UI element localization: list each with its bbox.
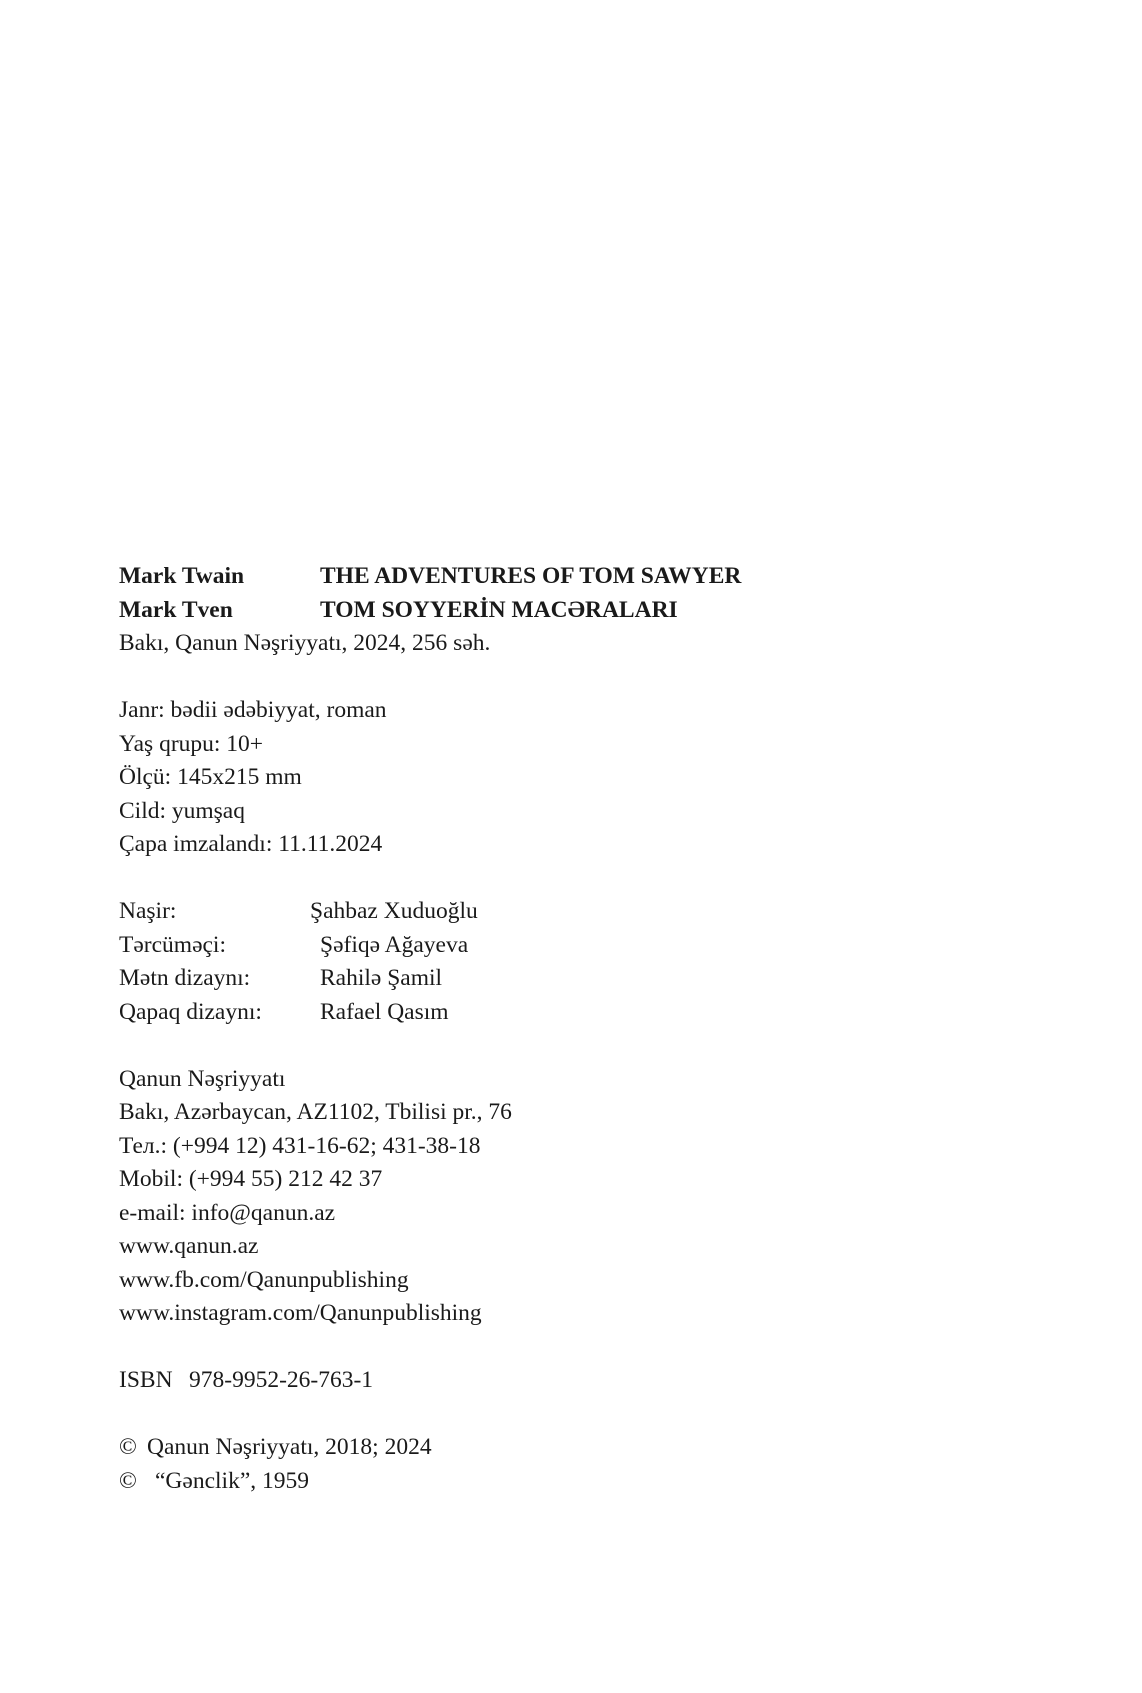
author-original: Mark Twain — [119, 563, 245, 589]
publisher-instagram: www.instagram.com/Qanunpublishing — [119, 1300, 482, 1326]
signed-for-print-line: Çapa imzalandı: 11.11.2024 — [119, 831, 383, 857]
copyright-line — [119, 1465, 939, 1499]
original-title-row — [119, 560, 939, 594]
title-translated: TOM SOYYERİN MACƏRALARI — [320, 596, 678, 623]
credit-text-design — [119, 962, 939, 996]
credit-value: Şəfiqə Ağayeva — [320, 931, 469, 958]
credit-value: Rahilə Şamil — [320, 965, 443, 991]
credit-label: Tərcüməçi: — [119, 931, 226, 958]
author-translated: Mark Tven — [119, 596, 233, 623]
title-original: THE ADVENTURES OF TOM SAWYER — [320, 563, 742, 589]
size-line: Ölçü: 145x215 mm — [119, 764, 302, 790]
credit-translator — [119, 929, 939, 963]
publisher-name: Qanun Nəşriyyatı — [119, 1065, 286, 1092]
isbn-line — [119, 1364, 939, 1398]
copyright-text: Qanun Nəşriyyatı, 2018; 2024 — [147, 1434, 432, 1460]
age-group-line: Yaş qrupu: 10+ — [119, 730, 264, 757]
publisher-address: Bakı, Azərbaycan, AZ1102, Tbilisi pr., 76 — [119, 1099, 512, 1125]
publisher-website: www.qanun.az — [119, 1233, 259, 1259]
credit-label: Qapaq dizaynı: — [119, 998, 262, 1025]
translated-title-row — [119, 594, 939, 628]
publisher-phone: Тел.: (+994 12) 431-16-62; 431-38-18 — [119, 1132, 481, 1159]
publisher-email: e-mail: info@qanun.az — [119, 1199, 336, 1226]
credit-value: Rafael Qasım — [320, 998, 449, 1025]
binding-line: Cild: yumşaq — [119, 797, 245, 824]
isbn-number: 978-9952-26-763-1 — [189, 1367, 374, 1393]
isbn-label: ISBN — [119, 1367, 173, 1393]
credit-label: Naşir: — [119, 898, 177, 924]
copyright-line — [119, 1431, 939, 1465]
copyright-icon: © — [119, 1467, 137, 1494]
copyright-icon: © — [119, 1434, 137, 1460]
credit-publisher — [119, 895, 939, 929]
publisher-facebook: www.fb.com/Qanunpublishing — [119, 1266, 409, 1293]
imprint-block — [119, 560, 939, 1498]
genre-line: Janr: bədii ədəbiyyat, roman — [119, 697, 387, 723]
credit-label: Mətn dizaynı: — [119, 965, 251, 991]
publisher-mobile: Mobil: (+994 55) 212 42 37 — [119, 1166, 383, 1192]
copyright-text: “Gənclik”, 1959 — [155, 1467, 310, 1494]
credit-cover-design — [119, 996, 939, 1030]
publication-line: Bakı, Qanun Nəşriyyatı, 2024, 256 səh. — [119, 630, 491, 656]
credit-value: Şahbaz Xuduoğlu — [310, 898, 478, 924]
